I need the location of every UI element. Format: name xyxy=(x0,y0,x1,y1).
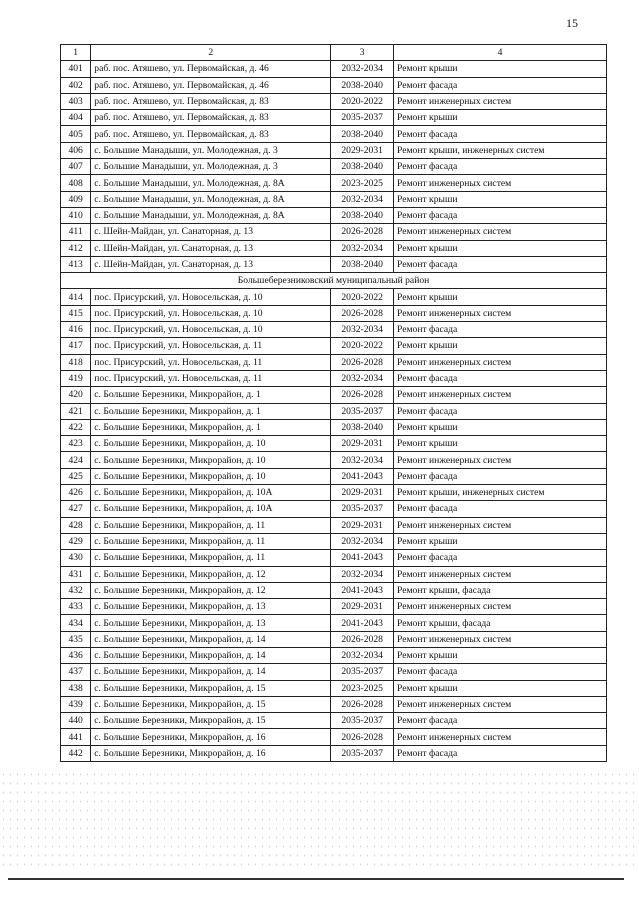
row-period: 2038-2040 xyxy=(331,207,394,223)
table-row xyxy=(61,93,607,109)
row-period: 2038-2040 xyxy=(331,159,394,175)
row-work-type: Ремонт крыши xyxy=(393,436,606,452)
row-period: 2032-2034 xyxy=(331,61,394,77)
row-work-type: Ремонт инженерных систем xyxy=(393,305,606,321)
row-work-type: Ремонт инженерных систем xyxy=(393,354,606,370)
row-work-type: Ремонт фасада xyxy=(393,468,606,484)
row-number: 409 xyxy=(61,191,91,207)
table-row xyxy=(61,322,607,338)
row-period: 2032-2034 xyxy=(331,322,394,338)
row-work-type: Ремонт крыши xyxy=(393,419,606,435)
row-work-type: Ремонт инженерных систем xyxy=(393,452,606,468)
table-row xyxy=(61,191,607,207)
row-period: 2023-2025 xyxy=(331,680,394,696)
row-address: с. Большие Березники, Микрорайон, д. 10 xyxy=(91,436,331,452)
table-row xyxy=(61,338,607,354)
row-work-type: Ремонт крыши, фасада xyxy=(393,615,606,631)
row-number: 426 xyxy=(61,485,91,501)
row-number: 422 xyxy=(61,419,91,435)
row-number: 410 xyxy=(61,207,91,223)
row-work-type: Ремонт инженерных систем xyxy=(393,387,606,403)
row-work-type: Ремонт инженерных систем xyxy=(393,696,606,712)
row-period: 2035-2037 xyxy=(331,664,394,680)
row-period: 2038-2040 xyxy=(331,126,394,142)
row-work-type: Ремонт крыши xyxy=(393,533,606,549)
row-address: с. Большие Манадыши, ул. Молодежная, д. 8А xyxy=(91,207,331,223)
row-address: с. Большие Березники, Микрорайон, д. 10А xyxy=(91,501,331,517)
row-number: 403 xyxy=(61,93,91,109)
table-row xyxy=(61,615,607,631)
table-row xyxy=(61,582,607,598)
table-row xyxy=(61,517,607,533)
row-period: 2038-2040 xyxy=(331,77,394,93)
row-period: 2026-2028 xyxy=(331,354,394,370)
row-address: с. Большие Манадыши, ул. Молодежная, д. 3 xyxy=(91,159,331,175)
table-row xyxy=(61,419,607,435)
table-row xyxy=(61,256,607,272)
table-row xyxy=(61,452,607,468)
row-work-type: Ремонт фасада xyxy=(393,126,606,142)
row-period: 2029-2031 xyxy=(331,485,394,501)
row-number: 435 xyxy=(61,631,91,647)
table-row xyxy=(61,729,607,745)
district-heading: Большеберезниковский муниципальный район xyxy=(61,273,607,289)
row-period: 2035-2037 xyxy=(331,110,394,126)
row-number: 407 xyxy=(61,159,91,175)
row-number: 425 xyxy=(61,468,91,484)
row-number: 433 xyxy=(61,599,91,615)
table-row xyxy=(61,533,607,549)
row-period: 2032-2034 xyxy=(331,452,394,468)
row-work-type: Ремонт фасада xyxy=(393,664,606,680)
row-address: с. Большие Березники, Микрорайон, д. 16 xyxy=(91,729,331,745)
row-number: 419 xyxy=(61,370,91,386)
table-row xyxy=(61,745,607,761)
row-period: 2032-2034 xyxy=(331,240,394,256)
row-period: 2020-2022 xyxy=(331,289,394,305)
row-number: 406 xyxy=(61,142,91,158)
table-row xyxy=(61,354,607,370)
row-work-type: Ремонт инженерных систем xyxy=(393,93,606,109)
row-period: 2032-2034 xyxy=(331,370,394,386)
row-period: 2026-2028 xyxy=(331,696,394,712)
table-row xyxy=(61,436,607,452)
row-number: 437 xyxy=(61,664,91,680)
row-number: 401 xyxy=(61,61,91,77)
row-work-type: Ремонт инженерных систем xyxy=(393,599,606,615)
row-number: 411 xyxy=(61,224,91,240)
row-work-type: Ремонт инженерных систем xyxy=(393,224,606,240)
row-period: 2020-2022 xyxy=(331,93,394,109)
row-address: с. Шейн-Майдан, ул. Санаторная, д. 13 xyxy=(91,240,331,256)
row-number: 402 xyxy=(61,77,91,93)
table-row xyxy=(61,647,607,663)
row-address: с. Шейн-Майдан, ул. Санаторная, д. 13 xyxy=(91,256,331,272)
row-number: 428 xyxy=(61,517,91,533)
row-number: 430 xyxy=(61,550,91,566)
row-number: 439 xyxy=(61,696,91,712)
row-address: с. Большие Березники, Микрорайон, д. 14 xyxy=(91,664,331,680)
row-period: 2026-2028 xyxy=(331,631,394,647)
table-row xyxy=(61,566,607,582)
table-row xyxy=(61,631,607,647)
row-number: 404 xyxy=(61,110,91,126)
row-period: 2041-2043 xyxy=(331,468,394,484)
column-header-work-type: 4 xyxy=(393,45,606,61)
row-period: 2029-2031 xyxy=(331,517,394,533)
row-period: 2035-2037 xyxy=(331,745,394,761)
row-number: 438 xyxy=(61,680,91,696)
row-address: с. Большие Березники, Микрорайон, д. 16 xyxy=(91,745,331,761)
row-work-type: Ремонт инженерных систем xyxy=(393,631,606,647)
row-period: 2023-2025 xyxy=(331,175,394,191)
row-address: с. Большие Березники, Микрорайон, д. 12 xyxy=(91,566,331,582)
row-work-type: Ремонт крыши, инженерных систем xyxy=(393,142,606,158)
district-row xyxy=(61,273,607,289)
row-number: 431 xyxy=(61,566,91,582)
row-number: 421 xyxy=(61,403,91,419)
row-work-type: Ремонт инженерных систем xyxy=(393,566,606,582)
table-row xyxy=(61,403,607,419)
row-period: 2026-2028 xyxy=(331,387,394,403)
row-address: с. Большие Березники, Микрорайон, д. 1 xyxy=(91,403,331,419)
row-address: пос. Присурский, ул. Новосельская, д. 11 xyxy=(91,338,331,354)
row-address: пос. Присурский, ул. Новосельская, д. 10 xyxy=(91,305,331,321)
table-row xyxy=(61,142,607,158)
row-address: раб. пос. Атяшево, ул. Первомайская, д. 46 xyxy=(91,77,331,93)
row-address: с. Большие Березники, Микрорайон, д. 14 xyxy=(91,647,331,663)
row-work-type: Ремонт фасада xyxy=(393,77,606,93)
table-row xyxy=(61,126,607,142)
row-work-type: Ремонт инженерных систем xyxy=(393,729,606,745)
row-number: 420 xyxy=(61,387,91,403)
row-work-type: Ремонт крыши, инженерных систем xyxy=(393,485,606,501)
table-row xyxy=(61,224,607,240)
row-address: с. Большие Манадыши, ул. Молодежная, д. 8А xyxy=(91,191,331,207)
row-address: с. Большие Березники, Микрорайон, д. 11 xyxy=(91,533,331,549)
table-row xyxy=(61,289,607,305)
row-number: 414 xyxy=(61,289,91,305)
row-address: с. Шейн-Майдан, ул. Санаторная, д. 13 xyxy=(91,224,331,240)
row-address: раб. пос. Атяшево, ул. Первомайская, д. 46 xyxy=(91,61,331,77)
table-row xyxy=(61,387,607,403)
row-work-type: Ремонт фасада xyxy=(393,159,606,175)
row-address: с. Большие Березники, Микрорайон, д. 15 xyxy=(91,713,331,729)
row-period: 2032-2034 xyxy=(331,533,394,549)
row-work-type: Ремонт крыши xyxy=(393,338,606,354)
row-number: 427 xyxy=(61,501,91,517)
row-address: с. Большие Березники, Микрорайон, д. 1 xyxy=(91,387,331,403)
row-work-type: Ремонт крыши xyxy=(393,191,606,207)
row-period: 2041-2043 xyxy=(331,615,394,631)
row-address: с. Большие Березники, Микрорайон, д. 15 xyxy=(91,696,331,712)
table-row xyxy=(61,207,607,223)
table-row xyxy=(61,240,607,256)
row-work-type: Ремонт фасада xyxy=(393,256,606,272)
row-address: с. Большие Березники, Микрорайон, д. 11 xyxy=(91,550,331,566)
row-work-type: Ремонт крыши xyxy=(393,240,606,256)
row-number: 442 xyxy=(61,745,91,761)
table-row xyxy=(61,110,607,126)
table-row xyxy=(61,468,607,484)
page-number: 15 xyxy=(566,16,578,30)
row-period: 2029-2031 xyxy=(331,436,394,452)
row-address: с. Большие Манадыши, ул. Молодежная, д. 3 xyxy=(91,142,331,158)
row-number: 423 xyxy=(61,436,91,452)
row-number: 405 xyxy=(61,126,91,142)
row-address: пос. Присурский, ул. Новосельская, д. 10 xyxy=(91,322,331,338)
row-period: 2032-2034 xyxy=(331,191,394,207)
row-address: с. Большие Манадыши, ул. Молодежная, д. 8А xyxy=(91,175,331,191)
row-period: 2026-2028 xyxy=(331,305,394,321)
row-number: 415 xyxy=(61,305,91,321)
row-address: пос. Присурский, ул. Новосельская, д. 11 xyxy=(91,370,331,386)
row-period: 2035-2037 xyxy=(331,403,394,419)
row-period: 2041-2043 xyxy=(331,550,394,566)
row-work-type: Ремонт крыши, фасада xyxy=(393,582,606,598)
table-row xyxy=(61,61,607,77)
row-work-type: Ремонт крыши xyxy=(393,647,606,663)
row-work-type: Ремонт фасада xyxy=(393,403,606,419)
table-body xyxy=(61,61,607,762)
row-period: 2026-2028 xyxy=(331,729,394,745)
row-work-type: Ремонт фасада xyxy=(393,745,606,761)
row-work-type: Ремонт крыши xyxy=(393,110,606,126)
row-number: 432 xyxy=(61,582,91,598)
row-address: с. Большие Березники, Микрорайон, д. 13 xyxy=(91,615,331,631)
table-row xyxy=(61,485,607,501)
row-number: 413 xyxy=(61,256,91,272)
column-header-address: 2 xyxy=(91,45,331,61)
row-period: 2020-2022 xyxy=(331,338,394,354)
row-work-type: Ремонт инженерных систем xyxy=(393,517,606,533)
row-work-type: Ремонт фасада xyxy=(393,501,606,517)
table-row xyxy=(61,713,607,729)
row-address: пос. Присурский, ул. Новосельская, д. 10 xyxy=(91,289,331,305)
row-work-type: Ремонт фасада xyxy=(393,550,606,566)
row-address: с. Большие Березники, Микрорайон, д. 10 xyxy=(91,468,331,484)
row-number: 441 xyxy=(61,729,91,745)
row-number: 424 xyxy=(61,452,91,468)
row-period: 2026-2028 xyxy=(331,224,394,240)
row-number: 440 xyxy=(61,713,91,729)
row-period: 2032-2034 xyxy=(331,647,394,663)
table-row xyxy=(61,696,607,712)
row-number: 429 xyxy=(61,533,91,549)
repair-schedule-table xyxy=(60,44,607,762)
row-number: 434 xyxy=(61,615,91,631)
row-work-type: Ремонт крыши xyxy=(393,289,606,305)
table-row xyxy=(61,680,607,696)
column-header-period: 3 xyxy=(331,45,394,61)
row-number: 416 xyxy=(61,322,91,338)
row-work-type: Ремонт фасада xyxy=(393,713,606,729)
row-period: 2041-2043 xyxy=(331,582,394,598)
table-row xyxy=(61,77,607,93)
table-header xyxy=(61,45,607,61)
row-address: с. Большие Березники, Микрорайон, д. 14 xyxy=(91,631,331,647)
row-address: с. Большие Березники, Микрорайон, д. 10А xyxy=(91,485,331,501)
row-period: 2032-2034 xyxy=(331,566,394,582)
column-header-number: 1 xyxy=(61,45,91,61)
bottom-rule xyxy=(8,878,624,880)
table-row xyxy=(61,159,607,175)
row-address: пос. Присурский, ул. Новосельская, д. 11 xyxy=(91,354,331,370)
table-row xyxy=(61,175,607,191)
row-period: 2029-2031 xyxy=(331,142,394,158)
row-number: 436 xyxy=(61,647,91,663)
row-period: 2038-2040 xyxy=(331,419,394,435)
header-row xyxy=(61,45,607,61)
row-period: 2038-2040 xyxy=(331,256,394,272)
table-row xyxy=(61,370,607,386)
row-period: 2035-2037 xyxy=(331,501,394,517)
row-work-type: Ремонт крыши xyxy=(393,680,606,696)
table-row xyxy=(61,550,607,566)
row-address: с. Большие Березники, Микрорайон, д. 1 xyxy=(91,419,331,435)
row-work-type: Ремонт инженерных систем xyxy=(393,175,606,191)
row-address: с. Большие Березники, Микрорайон, д. 15 xyxy=(91,680,331,696)
row-work-type: Ремонт крыши xyxy=(393,61,606,77)
row-address: с. Большие Березники, Микрорайон, д. 11 xyxy=(91,517,331,533)
scan-speckle xyxy=(0,770,639,870)
row-number: 408 xyxy=(61,175,91,191)
row-number: 412 xyxy=(61,240,91,256)
row-address: с. Большие Березники, Микрорайон, д. 13 xyxy=(91,599,331,615)
row-address: с. Большие Березники, Микрорайон, д. 12 xyxy=(91,582,331,598)
row-address: раб. пос. Атяшево, ул. Первомайская, д. 83 xyxy=(91,93,331,109)
table-row xyxy=(61,501,607,517)
row-period: 2029-2031 xyxy=(331,599,394,615)
table-row xyxy=(61,664,607,680)
table-row xyxy=(61,599,607,615)
row-address: с. Большие Березники, Микрорайон, д. 10 xyxy=(91,452,331,468)
row-work-type: Ремонт фасада xyxy=(393,207,606,223)
row-work-type: Ремонт фасада xyxy=(393,370,606,386)
table-row xyxy=(61,305,607,321)
row-address: раб. пос. Атяшево, ул. Первомайская, д. 83 xyxy=(91,126,331,142)
row-work-type: Ремонт фасада xyxy=(393,322,606,338)
row-period: 2035-2037 xyxy=(331,713,394,729)
row-number: 417 xyxy=(61,338,91,354)
row-address: раб. пос. Атяшево, ул. Первомайская, д. 83 xyxy=(91,110,331,126)
row-number: 418 xyxy=(61,354,91,370)
